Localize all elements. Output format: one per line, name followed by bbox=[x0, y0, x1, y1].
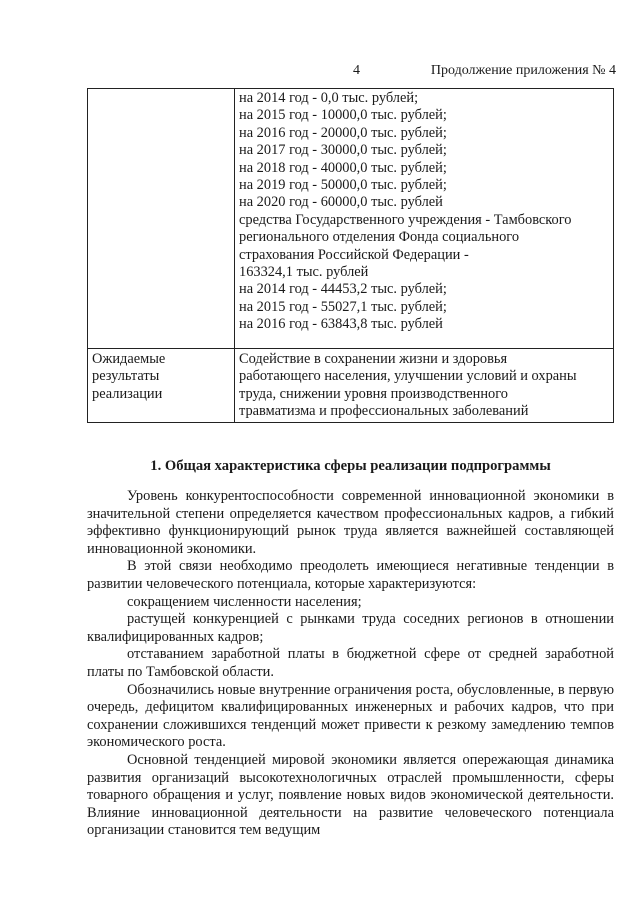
table-row-finance bbox=[88, 89, 614, 349]
results-label-line: реализации bbox=[92, 385, 163, 402]
results-label-line: результаты bbox=[92, 368, 160, 385]
finance-line: 163324,1 тыс. рублей bbox=[239, 264, 369, 281]
paragraph: растущей конкуренцией с рынками труда соседних регионов в отношении квалифицированных кадров; bbox=[87, 611, 614, 645]
paragraph: Основной тенденцией мировой экономики является опережающая динамика развития организаций высокотехнологичных отраслей промышленности, сферы товарного обращения и услуг, появление новых видов экономической деятельности. Влияние инновационной деятельности на развитие человеческого потенциала организации становится тем ведущим bbox=[87, 751, 614, 839]
table-cell-results-value bbox=[235, 349, 614, 423]
results-label-line: Ожидаемые bbox=[92, 351, 166, 367]
finance-line: регионального отделения Фонда социального bbox=[239, 229, 520, 246]
paragraph: В этой связи необходимо преодолеть имеющиеся негативные тенденции в развитии человеческого потенциала, которые характеризуются: bbox=[87, 558, 614, 592]
paragraph: отставанием заработной платы в бюджетной сфере от средней заработной платы по Тамбовской области. bbox=[87, 646, 614, 680]
finance-line: на 2016 год - 20000,0 тыс. рублей; bbox=[239, 124, 447, 141]
section-body bbox=[87, 488, 614, 840]
finance-line: на 2015 год - 55027,1 тыс. рублей; bbox=[239, 298, 447, 315]
finance-line: на 2019 год - 50000,0 тыс. рублей; bbox=[239, 177, 447, 194]
appendix-continuation-note: Продолжение приложения № 4 bbox=[430, 63, 616, 78]
table-row-expected-results bbox=[88, 349, 614, 423]
finance-line: на 2018 год - 40000,0 тыс. рублей; bbox=[239, 159, 447, 176]
paragraph: Уровень конкурентоспособности современной инновационной экономики в значительной степени определяется качеством профессиональных кадров, а гибкий эффективно функционирующий рынок труда является важнейшей составляющей инновационной экономики. bbox=[87, 488, 614, 557]
finance-line: на 2014 год - 44453,2 тыс. рублей; bbox=[239, 281, 447, 298]
finance-line: страхования Российской Федерации - bbox=[239, 246, 469, 263]
finance-line: на 2016 год - 63843,8 тыс. рублей bbox=[239, 316, 443, 333]
results-value-line: работающего населения, улучшении условий и охраны bbox=[239, 368, 577, 385]
finance-line: средства Государственного учреждения - Тамбовского bbox=[239, 211, 572, 228]
table-cell-empty-label bbox=[88, 89, 235, 349]
section-title: 1. Общая характеристика сферы реализации подпрограммы bbox=[150, 458, 551, 474]
finance-line: на 2020 год - 60000,0 тыс. рублей bbox=[239, 194, 443, 211]
finance-line: на 2017 год - 30000,0 тыс. рублей; bbox=[239, 142, 447, 159]
results-value-line: Содействие в сохранении жизни и здоровья bbox=[239, 351, 508, 367]
finance-line: на 2015 год - 10000,0 тыс. рублей; bbox=[239, 107, 447, 124]
paragraph: сокращением численности населения; bbox=[127, 593, 362, 610]
table-cell-finance-values bbox=[235, 89, 614, 349]
results-value-line: травматизма и профессиональных заболеваний bbox=[239, 403, 529, 420]
passport-table bbox=[87, 88, 614, 423]
results-value-line: труда, снижении уровня производственного bbox=[239, 385, 508, 402]
paragraph: Обозначились новые внутренние ограничения роста, обусловленные, в первую очередь, дефицитом квалифицированных инженерных и рабочих кадров, что при сохранении сложившихся тенденций может привести к резкому замедлению темпов экономического роста. bbox=[87, 681, 614, 751]
table-cell-results-label bbox=[88, 349, 235, 423]
finance-line: на 2014 год - 0,0 тыс. рублей; bbox=[239, 90, 419, 106]
page-number: 4 bbox=[353, 63, 360, 78]
